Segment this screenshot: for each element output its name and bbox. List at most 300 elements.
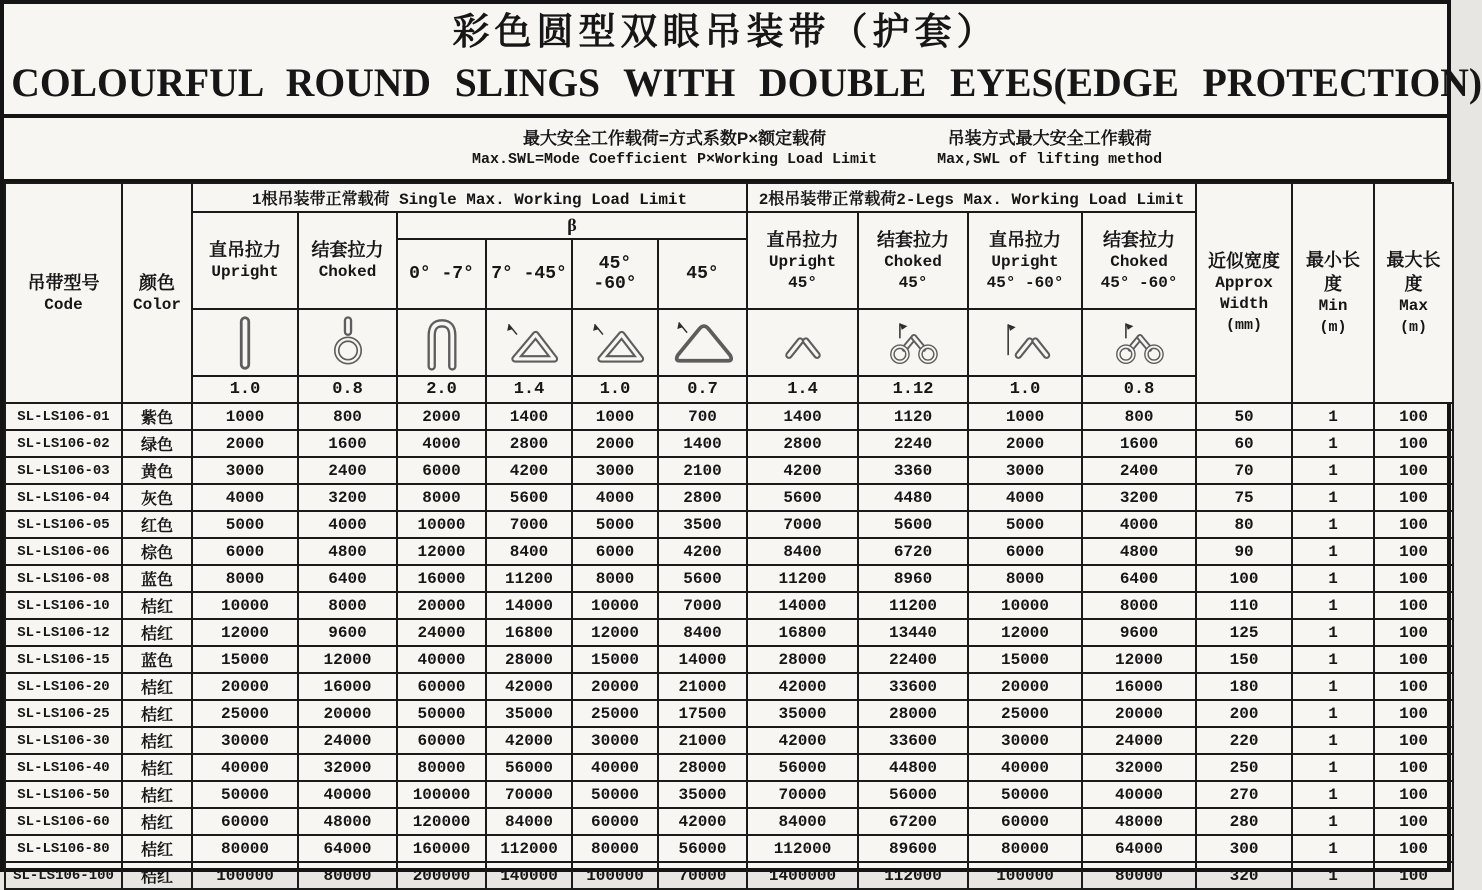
value-cell: 2400 [298,457,397,484]
value-cell: 200000 [397,862,486,889]
color-cell: 紫色 [122,403,192,430]
value-cell: 2000 [572,430,658,457]
value-cell: 16800 [747,619,858,646]
value-cell: 6000 [968,538,1082,565]
code-cell: SL-LS106-03 [5,457,122,484]
value-cell: 100 [1374,835,1453,862]
value-cell: 40000 [1082,781,1196,808]
code-cell: SL-LS106-60 [5,808,122,835]
value-cell: 150 [1196,646,1292,673]
value-cell: 5000 [192,511,298,538]
value-cell: 112000 [858,862,968,889]
value-cell: 1 [1292,835,1374,862]
value-cell: 100 [1374,403,1453,430]
page-title-chinese: 彩色圆型双眼吊装带（护套） [452,11,999,52]
angle-header-7-45: 7° -45° [486,239,572,309]
value-cell: 30000 [192,727,298,754]
legs-choked45-angle: 45° [898,273,928,292]
table-row [5,862,1453,889]
value-cell: 42000 [658,808,747,835]
value-cell: 35000 [747,700,858,727]
value-cell: 8400 [747,538,858,565]
code-cell: SL-LS106-10 [5,592,122,619]
value-cell: 25000 [572,700,658,727]
value-cell: 70000 [486,781,572,808]
code-cell: SL-LS106-15 [5,646,122,673]
value-cell: 28000 [858,700,968,727]
max-header-en: Max [1399,296,1428,315]
value-cell: 112000 [747,835,858,862]
value-cell: 100000 [572,862,658,889]
value-cell: 1 [1292,862,1374,889]
value-cell: 270 [1196,781,1292,808]
color-cell: 蓝色 [122,565,192,592]
value-cell: 6000 [397,457,486,484]
value-cell: 42000 [486,727,572,754]
value-cell: 100 [1374,592,1453,619]
code-header-cn: 吊带型号 [27,272,100,293]
value-cell: 300 [1196,835,1292,862]
value-cell: 200 [1196,700,1292,727]
value-cell: 5600 [858,511,968,538]
choked-en: Choked [318,263,377,281]
two-legs-group-header: 2根吊装带正常载荷2-Legs Max. Working Load Limit [747,183,1196,212]
color-cell: 桔红 [122,619,192,646]
value-cell: 64000 [1082,835,1196,862]
code-cell: SL-LS106-02 [5,430,122,457]
value-cell: 1 [1292,403,1374,430]
value-cell: 4200 [747,457,858,484]
value-cell: 6400 [1082,565,1196,592]
value-cell: 1120 [858,403,968,430]
value-cell: 1 [1292,754,1374,781]
value-cell: 16000 [397,565,486,592]
col-header-legs-upright-45-60 [968,212,1082,309]
value-cell: 700 [658,403,747,430]
value-cell: 80000 [1082,862,1196,889]
value-cell: 14000 [747,592,858,619]
value-cell: 100 [1374,781,1453,808]
value-cell: 12000 [968,619,1082,646]
value-cell: 6000 [572,538,658,565]
table-row [5,457,1453,484]
legs-choked4560-cn: 结套拉力 [1103,229,1176,250]
table-row [5,727,1453,754]
coef-legs-upright-45: 1.4 [747,376,858,403]
value-cell: 5600 [658,565,747,592]
table-row [5,700,1453,727]
value-cell: 60000 [397,727,486,754]
basket-hitch-45-icon [658,309,747,376]
value-cell: 100 [1374,484,1453,511]
value-cell: 60 [1196,430,1292,457]
value-cell: 5000 [572,511,658,538]
coef-choked: 0.8 [298,376,397,403]
legs-choked4560-en: Choked [1110,252,1168,271]
value-cell: 24000 [397,619,486,646]
code-cell: SL-LS106-40 [5,754,122,781]
two-leg-choked-angled-icon [1082,309,1196,376]
value-cell: 100000 [192,862,298,889]
color-cell: 桔红 [122,862,192,889]
value-cell: 1400000 [747,862,858,889]
value-cell: 20000 [298,700,397,727]
value-cell: 3000 [572,457,658,484]
value-cell: 7000 [486,511,572,538]
value-cell: 33600 [858,673,968,700]
color-cell: 桔红 [122,808,192,835]
choked-sling-icon [298,309,397,376]
sling-spec-table [4,182,1454,890]
value-cell: 3000 [192,457,298,484]
value-cell: 2800 [658,484,747,511]
value-cell: 250 [1196,754,1292,781]
legs-upright45-angle: 45° [788,273,817,292]
value-cell: 20000 [572,673,658,700]
coef-upright: 1.0 [192,376,298,403]
value-cell: 4800 [298,538,397,565]
coef-legs-choked-45-60: 0.8 [1082,376,1196,403]
color-cell: 棕色 [122,538,192,565]
value-cell: 14000 [486,592,572,619]
value-cell: 100 [1374,727,1453,754]
value-cell: 30000 [572,727,658,754]
value-cell: 15000 [192,646,298,673]
value-cell: 42000 [486,673,572,700]
color-cell: 桔红 [122,592,192,619]
value-cell: 20000 [1082,700,1196,727]
legs-upright4560-cn: 直吊拉力 [989,229,1062,250]
value-cell: 100000 [397,781,486,808]
value-cell: 8960 [858,565,968,592]
value-cell: 100 [1374,862,1453,889]
max-header-cn: 最大长度 [1386,249,1441,294]
value-cell: 180 [1196,673,1292,700]
value-cell: 280 [1196,808,1292,835]
value-cell: 80000 [298,862,397,889]
value-cell: 4000 [572,484,658,511]
two-leg-upright-icon [747,309,858,376]
table-row [5,511,1453,538]
value-cell: 50000 [192,781,298,808]
value-cell: 160000 [397,835,486,862]
value-cell: 13440 [858,619,968,646]
title-block [4,4,1482,118]
page-title-english: COLOURFUL ROUND SLINGS WITH DOUBLE EYES(EDGE PROTECTION) [11,60,1482,105]
width-header-en: Approx Width [1215,274,1273,313]
value-cell: 40000 [192,754,298,781]
value-cell: 3500 [658,511,747,538]
value-cell: 8000 [397,484,486,511]
value-cell: 40000 [572,754,658,781]
value-cell: 44800 [858,754,968,781]
value-cell: 1 [1292,619,1374,646]
value-cell: 1 [1292,511,1374,538]
value-cell: 110 [1196,592,1292,619]
value-cell: 4000 [397,430,486,457]
value-cell: 1000 [192,403,298,430]
value-cell: 60000 [572,808,658,835]
color-cell: 灰色 [122,484,192,511]
value-cell: 100 [1374,430,1453,457]
value-cell: 56000 [747,754,858,781]
code-cell: SL-LS106-50 [5,781,122,808]
min-header-cn: 最小长度 [1306,249,1361,294]
two-leg-upright-angled-icon [968,309,1082,376]
col-header-choked [298,212,397,309]
value-cell: 12000 [192,619,298,646]
value-cell: 15000 [968,646,1082,673]
value-cell: 12000 [572,619,658,646]
value-cell: 22400 [858,646,968,673]
value-cell: 4000 [1082,511,1196,538]
color-cell: 桔红 [122,835,192,862]
value-cell: 4000 [192,484,298,511]
value-cell: 2000 [968,430,1082,457]
value-cell: 84000 [747,808,858,835]
swl-formula [472,128,877,170]
value-cell: 2100 [658,457,747,484]
value-cell: 1400 [486,403,572,430]
beta-header: β [397,212,747,239]
value-cell: 2240 [858,430,968,457]
upright-en: Upright [211,263,279,281]
value-cell: 4800 [1082,538,1196,565]
value-cell: 5600 [486,484,572,511]
table-row [5,484,1453,511]
table-row [5,673,1453,700]
value-cell: 100 [1374,700,1453,727]
col-header-color [122,183,192,403]
legs-choked4560-angle: 45° -60° [1100,273,1178,292]
value-cell: 3360 [858,457,968,484]
value-cell: 48000 [1082,808,1196,835]
value-cell: 1 [1292,592,1374,619]
value-cell: 3200 [1082,484,1196,511]
value-cell: 100 [1374,619,1453,646]
lifting-method-english: Max,SWL of lifting method [937,150,1163,168]
value-cell: 1000 [572,403,658,430]
value-cell: 10000 [572,592,658,619]
table-row [5,592,1453,619]
value-cell: 50 [1196,403,1292,430]
color-header-cn: 颜色 [139,272,175,293]
value-cell: 15000 [572,646,658,673]
value-cell: 40000 [968,754,1082,781]
col-header-legs-choked-45-60 [1082,212,1196,309]
coef-0-7: 2.0 [397,376,486,403]
value-cell: 1600 [1082,430,1196,457]
color-cell: 黄色 [122,457,192,484]
value-cell: 10000 [397,511,486,538]
table-row [5,646,1453,673]
value-cell: 30000 [968,727,1082,754]
value-cell: 9600 [298,619,397,646]
col-header-upright [192,212,298,309]
value-cell: 25000 [192,700,298,727]
value-cell: 1 [1292,673,1374,700]
value-cell: 24000 [1082,727,1196,754]
value-cell: 4200 [658,538,747,565]
code-cell: SL-LS106-04 [5,484,122,511]
upright-sling-icon [192,309,298,376]
coef-45: 0.7 [658,376,747,403]
value-cell: 8400 [486,538,572,565]
value-cell: 112000 [486,835,572,862]
legs-choked45-cn: 结套拉力 [877,229,950,250]
angle-header-45: 45° [658,239,747,309]
value-cell: 1 [1292,727,1374,754]
table-row [5,781,1453,808]
value-cell: 56000 [486,754,572,781]
value-cell: 100 [1374,538,1453,565]
value-cell: 1 [1292,700,1374,727]
value-cell: 1 [1292,538,1374,565]
max-header-unit: (m) [1400,318,1428,336]
legs-upright4560-angle: 45° -60° [986,273,1064,292]
col-header-approx-width [1196,183,1292,403]
value-cell: 6720 [858,538,968,565]
value-cell: 28000 [658,754,747,781]
value-cell: 2000 [397,403,486,430]
code-cell: SL-LS106-05 [5,511,122,538]
value-cell: 70 [1196,457,1292,484]
value-cell: 100 [1374,808,1453,835]
value-cell: 8000 [968,565,1082,592]
value-cell: 10000 [968,592,1082,619]
col-header-max-length [1374,183,1453,403]
value-cell: 75 [1196,484,1292,511]
value-cell: 35000 [486,700,572,727]
value-cell: 56000 [658,835,747,862]
color-cell: 红色 [122,511,192,538]
value-cell: 33600 [858,727,968,754]
value-cell: 60000 [397,673,486,700]
color-cell: 桔红 [122,700,192,727]
value-cell: 24000 [298,727,397,754]
value-cell: 12000 [397,538,486,565]
code-cell: SL-LS106-80 [5,835,122,862]
value-cell: 7000 [747,511,858,538]
col-header-min-length [1292,183,1374,403]
value-cell: 6000 [192,538,298,565]
value-cell: 100 [1374,565,1453,592]
value-cell: 1 [1292,781,1374,808]
value-cell: 12000 [1082,646,1196,673]
value-cell: 28000 [486,646,572,673]
value-cell: 8000 [298,592,397,619]
code-cell: SL-LS106-30 [5,727,122,754]
value-cell: 16000 [298,673,397,700]
value-cell: 32000 [298,754,397,781]
value-cell: 1400 [747,403,858,430]
upright-cn: 直吊拉力 [209,240,281,260]
value-cell: 17500 [658,700,747,727]
value-cell: 80000 [397,754,486,781]
value-cell: 32000 [1082,754,1196,781]
table-row [5,430,1453,457]
value-cell: 1 [1292,565,1374,592]
coef-legs-upright-45-60: 1.0 [968,376,1082,403]
value-cell: 1 [1292,646,1374,673]
value-cell: 2800 [747,430,858,457]
color-cell: 桔红 [122,754,192,781]
value-cell: 100 [1374,511,1453,538]
value-cell: 320 [1196,862,1292,889]
value-cell: 20000 [192,673,298,700]
value-cell: 70000 [658,862,747,889]
value-cell: 80 [1196,511,1292,538]
table-row [5,403,1453,430]
code-cell: SL-LS106-25 [5,700,122,727]
value-cell: 67200 [858,808,968,835]
coef-45-60: 1.0 [572,376,658,403]
single-group-header: 1根吊装带正常载荷 Single Max. Working Load Limit [192,183,747,212]
value-cell: 1 [1292,430,1374,457]
value-cell: 42000 [747,727,858,754]
value-cell: 1 [1292,484,1374,511]
value-cell: 3000 [968,457,1082,484]
value-cell: 21000 [658,727,747,754]
value-cell: 8000 [192,565,298,592]
value-cell: 2800 [486,430,572,457]
value-cell: 100000 [968,862,1082,889]
code-cell: SL-LS106-12 [5,619,122,646]
value-cell: 100 [1374,646,1453,673]
value-cell: 40000 [298,781,397,808]
value-cell: 50000 [572,781,658,808]
choked-cn: 结套拉力 [311,240,384,260]
value-cell: 89600 [858,835,968,862]
value-cell: 4480 [858,484,968,511]
value-cell: 125 [1196,619,1292,646]
basket-hitch-icon [397,309,486,376]
value-cell: 40000 [397,646,486,673]
code-cell: SL-LS106-08 [5,565,122,592]
value-cell: 50000 [397,700,486,727]
color-cell: 桔红 [122,673,192,700]
value-cell: 1000 [968,403,1082,430]
value-cell: 60000 [968,808,1082,835]
col-header-legs-upright-45 [747,212,858,309]
value-cell: 140000 [486,862,572,889]
legs-upright45-cn: 直吊拉力 [766,229,839,250]
value-cell: 10000 [192,592,298,619]
value-cell: 8400 [658,619,747,646]
value-cell: 16000 [1082,673,1196,700]
value-cell: 1600 [298,430,397,457]
color-cell: 绿色 [122,430,192,457]
width-header-unit: (mm) [1226,317,1263,334]
lifting-method-note [937,128,1162,170]
value-cell: 20000 [397,592,486,619]
value-cell: 8000 [572,565,658,592]
min-header-unit: (m) [1319,318,1347,336]
value-cell: 48000 [298,808,397,835]
swl-formula-chinese: 最大安全工作载荷=方式系数P×额定载荷 [522,128,827,148]
value-cell: 28000 [747,646,858,673]
value-cell: 70000 [747,781,858,808]
value-cell: 21000 [658,673,747,700]
value-cell: 60000 [192,808,298,835]
table-row [5,538,1453,565]
value-cell: 64000 [298,835,397,862]
table-row [5,754,1453,781]
value-cell: 120000 [397,808,486,835]
value-cell: 4000 [968,484,1082,511]
value-cell: 11200 [747,565,858,592]
basket-hitch-angled-7-45-icon [486,309,572,376]
